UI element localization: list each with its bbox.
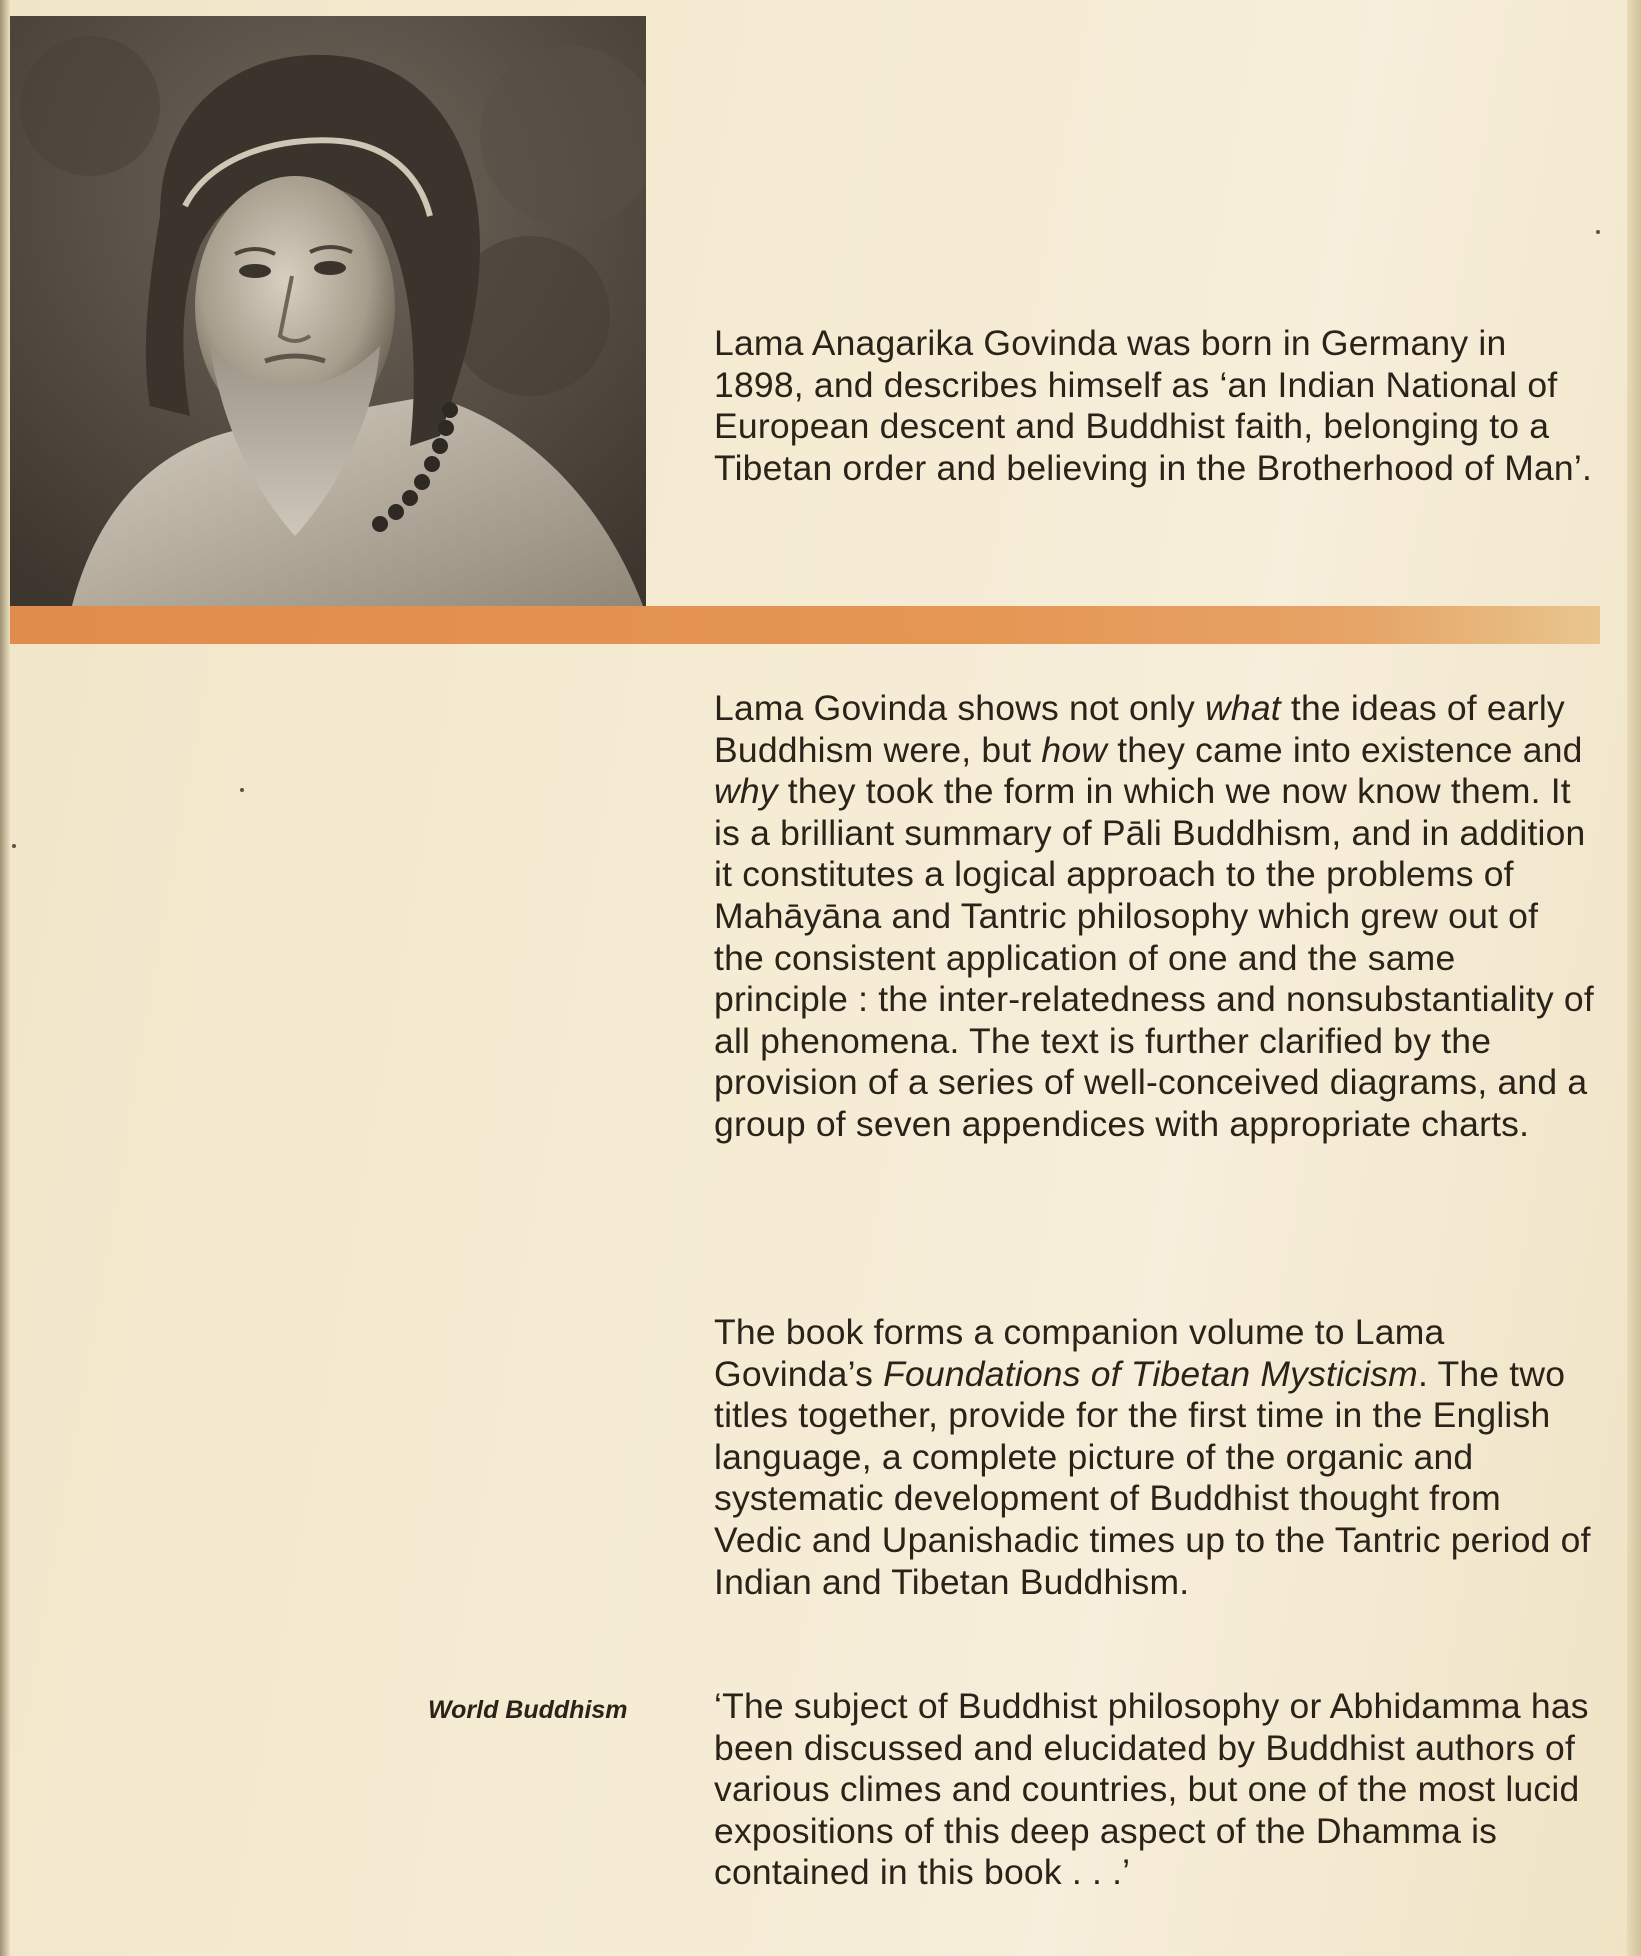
- orange-divider-band: [10, 606, 1600, 644]
- author-bio: [714, 323, 1594, 489]
- book-description-paragraph-1: [714, 688, 1594, 1146]
- text-segment: The book forms a companion volume to Lama Govinda’s: [714, 1312, 1445, 1394]
- emphasis-how: how: [1041, 729, 1108, 770]
- book-description-paragraph-2: [714, 1312, 1594, 1603]
- text-segment: they came into existence and: [1107, 729, 1583, 770]
- description-paragraph-2: [714, 1312, 1594, 1603]
- review-quote: [714, 1686, 1594, 1894]
- description-paragraph-1: [714, 688, 1594, 1146]
- author-bio-text: Lama Anagarika Govinda was born in Germany in 1898, and describes himself as ‘an Indian National of European descent and Buddhist faith, belonging to a Tibetan order and believing in the Brotherhood of Man’.: [714, 323, 1593, 488]
- emphasis-why: why: [714, 771, 778, 812]
- text-segment: Lama Govinda shows not only: [714, 688, 1206, 728]
- cover-right-edge: [1627, 0, 1641, 1956]
- companion-book-title: Foundations of Tibetan Mysticism: [883, 1353, 1418, 1394]
- review-quote-text: ‘The subject of Buddhist philosophy or Abhidamma has been discussed and elucidated by Buddhist authors of various climes and countries, but one of the most lucid expositions of this deep aspect of the Dhamma is contained in this book . . .’: [714, 1686, 1589, 1893]
- paper-speck: [12, 844, 16, 848]
- text-segment: they took the form in which we now know them. It is a brilliant summary of Pāli Buddhism, and in addition it constitutes a logical approach to the problems of Mahāyāna and Tantric philosophy which grew out of the consistent application of one and the same principle : the inter-relatedness and nonsubstantiality of all phenomena. The text is further clarified by the provision of a series of well-conceived diagrams, and a group of seven appendices with appropriate charts.: [714, 771, 1594, 1144]
- text-segment: the ideas of early Buddhism were, but: [714, 688, 1565, 770]
- paper-speck: [240, 788, 244, 792]
- author-photo: [10, 16, 646, 614]
- author-portrait-illustration: [10, 16, 646, 614]
- quote-attribution: World Buddhism: [428, 1696, 628, 1724]
- emphasis-what: what: [1205, 688, 1281, 728]
- text-segment: . The two titles together, provide for the first time in the English language, a complete picture of the organic and systematic development of Buddhist thought from Vedic and Upanishadic times up to the Tantric period of Indian and Tibetan Buddhism.: [714, 1353, 1591, 1602]
- paper-speck: [1596, 230, 1600, 234]
- cover-left-edge: [0, 0, 10, 1956]
